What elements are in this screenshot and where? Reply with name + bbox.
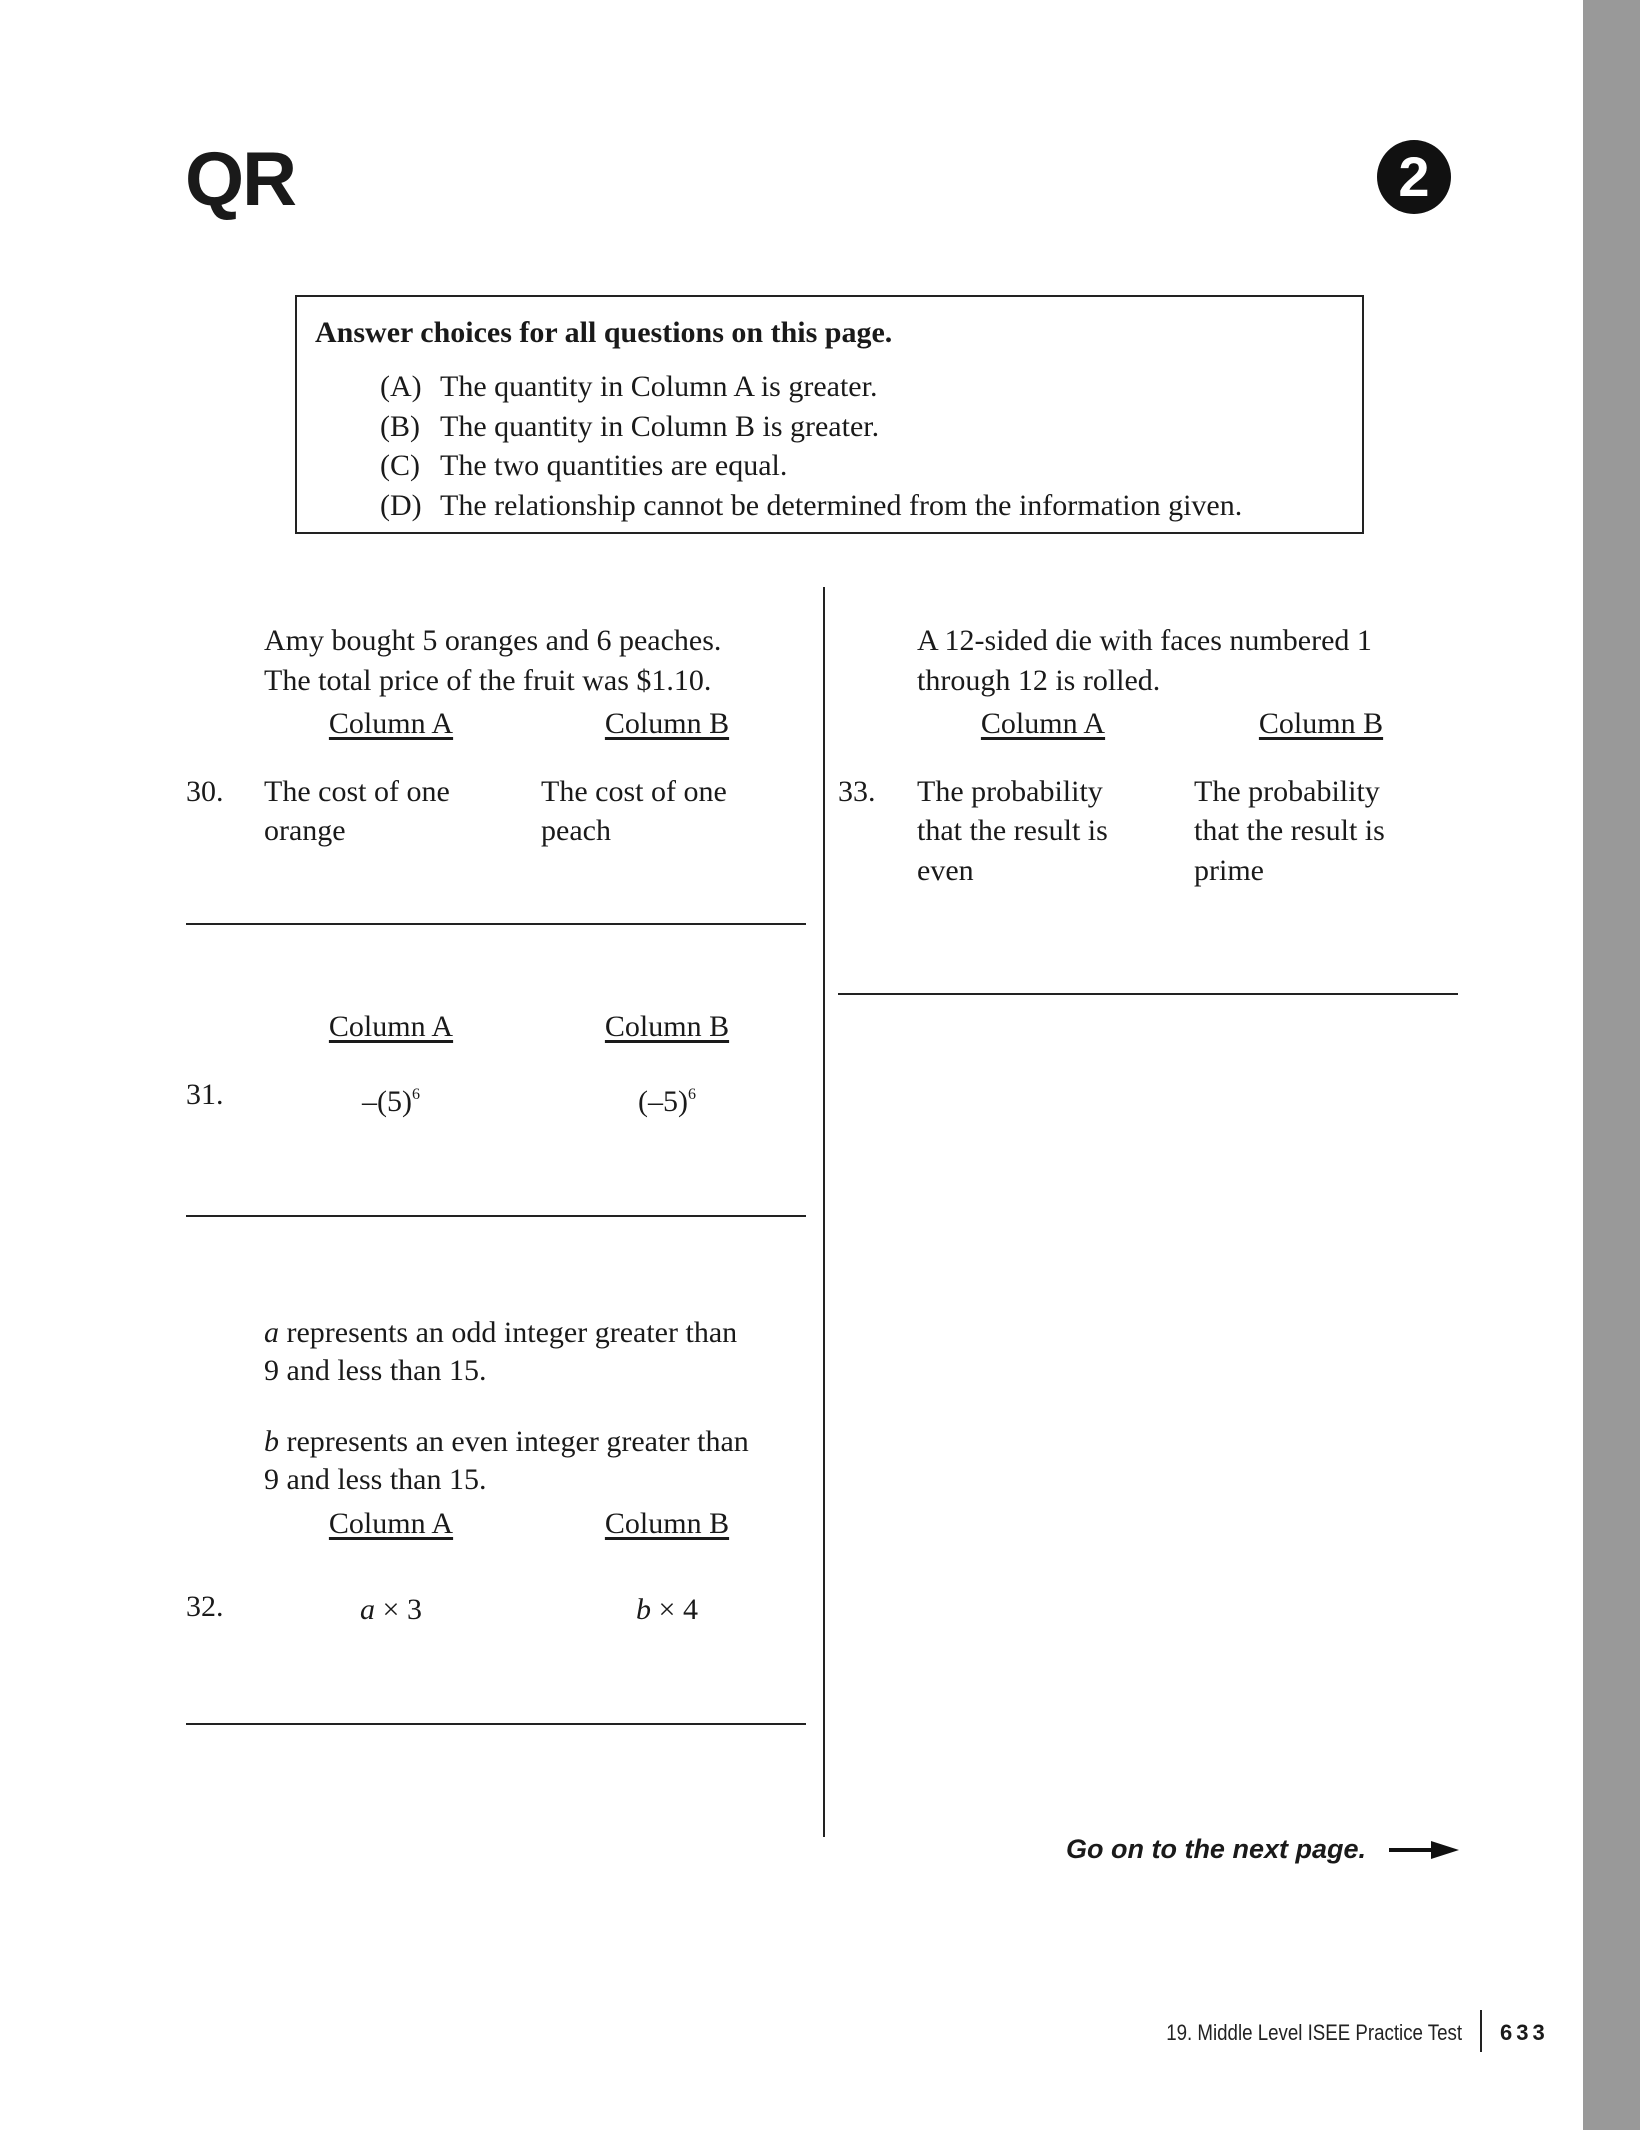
variable: b: [636, 1593, 652, 1626]
q31-col-a: [362, 1075, 420, 1122]
section-number-badge: 2: [1377, 140, 1451, 214]
exponent: 6: [411, 1086, 420, 1103]
choice-letter: (D): [380, 488, 422, 522]
q33-col-b-line: that the result is: [1194, 814, 1385, 847]
choice-letter: (B): [380, 409, 420, 443]
question-separator: [186, 1215, 806, 1217]
q30-col-b-line: peach: [541, 814, 611, 847]
q31-col-b: [638, 1075, 696, 1122]
q32-column-a-label: Column A: [328, 1507, 454, 1540]
q32-col-b: [636, 1590, 698, 1630]
choice-text: The quantity in Column B is greater.: [440, 409, 880, 443]
q33-column-b-label: Column B: [1258, 707, 1384, 740]
q30-column-a-label: Column A: [328, 707, 454, 740]
q32-stem-a-line: 9 and less than 15.: [264, 1354, 487, 1387]
question-separator: [838, 993, 1458, 995]
q30-col-a-line: The cost of one: [264, 775, 450, 808]
variable: a: [264, 1316, 279, 1349]
right-arrow-icon: [1389, 1840, 1459, 1860]
question-separator: [186, 1723, 806, 1725]
q33-stem-line: A 12-sided die with faces numbered 1: [917, 624, 1372, 657]
choice-c: [380, 446, 1242, 486]
section-title: QR: [185, 137, 295, 222]
q33-col-b-line: prime: [1194, 854, 1264, 887]
q32-stem-b-line: 9 and less than 15.: [264, 1463, 487, 1496]
q33-col-a-line: even: [917, 854, 974, 887]
choice-text: The two quantities are equal.: [440, 449, 788, 482]
q30-stem-line: The total price of the fruit was $1.10.: [264, 664, 712, 697]
answer-choices-box: [295, 295, 1364, 534]
choice-letter: (A): [380, 370, 422, 403]
q31-column-b-label: Column B: [604, 1010, 730, 1043]
choice-text: The relationship cannot be determined from the information given.: [440, 488, 1243, 522]
q33-number: 33.: [838, 775, 876, 808]
exponent: 6: [687, 1086, 696, 1103]
q30-number: 30.: [186, 775, 224, 808]
expression-base: –(5): [362, 1085, 412, 1118]
q33-col-a-line: The probability: [917, 775, 1103, 808]
q31-column-a-label: Column A: [328, 1010, 454, 1043]
choice-b: [380, 407, 1242, 447]
stem-text: represents an even integer greater than: [286, 1425, 749, 1458]
q30-column-b-label: Column B: [604, 707, 730, 740]
q31-number: 31.: [186, 1078, 224, 1111]
q32-number: 32.: [186, 1590, 224, 1623]
variable: b: [264, 1425, 279, 1458]
q30-col-b-line: The cost of one: [541, 775, 727, 808]
q33-column-a-label: Column A: [980, 707, 1106, 740]
chapter-title: 19. Middle Level ISEE Practice Test: [1166, 2020, 1462, 2045]
q30-stem-line: Amy bought 5 oranges and 6 peaches.: [264, 624, 722, 657]
expression: × 3: [375, 1593, 422, 1626]
answer-choices-list: [380, 367, 1242, 525]
page-number: 633: [1500, 2020, 1549, 2045]
column-divider: [823, 587, 825, 1837]
q32-column-b-label: Column B: [604, 1507, 730, 1540]
choice-d: [380, 486, 1242, 526]
choice-text: The quantity in Column A is greater.: [440, 370, 878, 403]
q32-stem-b: [264, 1422, 749, 1462]
q32-col-a: [360, 1590, 422, 1630]
q33-col-b-line: The probability: [1194, 775, 1380, 808]
expression-base: (–5): [638, 1085, 688, 1118]
variable: a: [360, 1593, 376, 1626]
stem-text: represents an odd integer greater than: [286, 1316, 738, 1349]
continue-instruction: Go on to the next page.: [1065, 1834, 1366, 1864]
question-separator: [186, 923, 806, 925]
q33-col-a-line: that the result is: [917, 814, 1108, 847]
page-edge-tab: [1583, 0, 1640, 2130]
expression: × 4: [651, 1593, 698, 1626]
q32-stem-a: [264, 1313, 737, 1353]
q30-col-a-line: orange: [264, 814, 346, 847]
q33-stem-line: through 12 is rolled.: [917, 664, 1161, 697]
answer-box-title: Answer choices for all questions on this page.: [315, 316, 893, 349]
footer-separator: [1480, 2010, 1482, 2052]
choice-a: [380, 367, 1242, 407]
choice-letter: (C): [380, 449, 420, 482]
